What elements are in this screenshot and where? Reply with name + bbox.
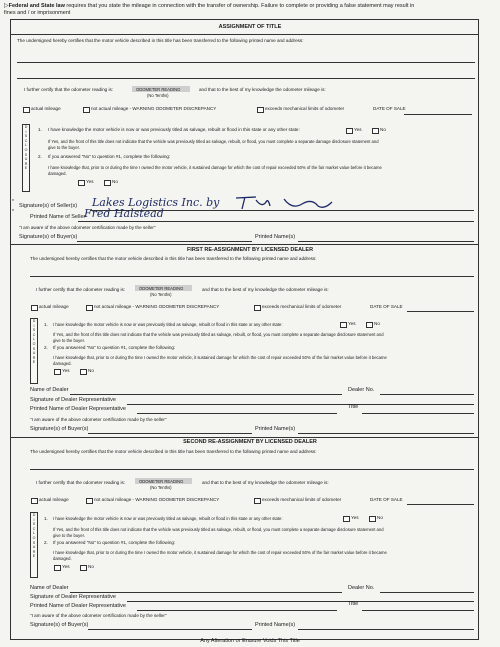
actual-mileage-checkbox[interactable] — [31, 305, 38, 311]
buyer-address-line — [17, 78, 475, 79]
odo-label: ODOMETER READING — [139, 286, 184, 291]
date-of-sale-line[interactable] — [407, 504, 474, 505]
dealer-name-line[interactable] — [70, 394, 342, 395]
q3-yes-checkbox[interactable] — [54, 369, 61, 375]
q1b-text: If Yes, and the front of this title does not indicate that the vehicle was previously titled as salvage, rebuilt, or flood, you must complete a separate damage disclosure statement and — [53, 527, 384, 532]
tenths: (No Tenths) — [150, 485, 172, 490]
q2-text: If you answered "No" to question #1, complete the following: — [48, 154, 171, 159]
q3-no-checkbox[interactable] — [80, 369, 87, 375]
q1-yes-checkbox[interactable] — [343, 516, 350, 522]
printed-names-label: Printed Name(s) — [255, 426, 296, 432]
rep-sig-label: Signature of Dealer Representative — [30, 397, 116, 403]
certify-text: The undersigned hereby certifies that the motor vehicle described in this title has been transferred to the following printed name and address: — [17, 38, 304, 43]
title-line[interactable] — [362, 610, 474, 611]
q2-text: If you answered "No" to question #1, complete the following: — [53, 540, 176, 545]
odo-pre: I further certify that the odometer reading is: — [36, 480, 126, 485]
divider — [10, 34, 478, 35]
q1-yes-label: Yes — [351, 515, 359, 520]
not-actual-label: not actual mileage - WARNING ODOMETER DISCREPANCY — [94, 304, 220, 309]
handwritten-signature-icon — [232, 194, 352, 212]
asterisk: * — [12, 199, 14, 205]
disclosure-bar: D I S C L O S U R E — [30, 512, 38, 578]
footer-note: Any Alteration or Erasure Voids This Title — [200, 638, 300, 644]
seller-sig-label: Signature(s) of Seller(s) — [19, 203, 78, 209]
title-form-frame — [10, 19, 479, 640]
dealer-name-label: Name of Dealer — [30, 387, 69, 393]
title-label: Title — [348, 404, 359, 410]
actual-label: actual mileage — [39, 304, 69, 309]
exceeds-label: exceeds mechanical limits of odometer — [262, 304, 342, 309]
not-actual-label: not actual mileage - WARNING ODOMETER DISCREPANCY — [94, 497, 220, 502]
actual-label: actual mileage — [31, 106, 61, 111]
not-actual-checkbox[interactable] — [86, 305, 93, 311]
asterisk: * — [12, 209, 14, 215]
q1-no-label: No — [374, 321, 380, 326]
divider — [10, 244, 478, 245]
header-lead: Federal and State law — [8, 3, 65, 9]
aware-text: "I am aware of the above odometer certification made by the seller" — [30, 417, 167, 422]
rep-name-line[interactable] — [137, 413, 337, 414]
buyer-sig-line[interactable] — [88, 433, 252, 434]
q3-no-label: No — [88, 564, 94, 569]
q3-text: I have knowledge that, prior to or during the time I owned the motor vehicle, it sustained damage for which the cost of repair exceeded 50% of the fair market value before it became — [53, 550, 387, 555]
rep-name-line[interactable] — [137, 610, 337, 611]
q1-text: I have knowledge the motor vehicle is now or was previously titled as salvage, rebuilt or flood in this state or any other state: — [48, 127, 300, 132]
seller-signature: Lakes Logistics Inc. by — [92, 196, 220, 209]
q3-yes-checkbox[interactable] — [78, 180, 85, 186]
q1c-text: give to the buyer. — [48, 145, 80, 150]
rep-sig-line[interactable] — [127, 404, 474, 405]
aware-text: "I am aware of the above odometer certification made by the seller" — [30, 613, 167, 618]
q1c-text: give to the buyer. — [53, 338, 85, 343]
odo-post: and that to the best of my knowledge the odometer mileage is: — [202, 480, 329, 485]
q3-yes-label: Yes — [86, 179, 94, 184]
dealer-no-line[interactable] — [380, 394, 474, 395]
q1b-text: If Yes, and the front of this title does not indicate that the vehicle was previously titled as salvage, rebuilt, or flood, you must complete a separate damage disclosure statement and — [48, 139, 379, 144]
buyer-sig-label: Signature(s) of Buyer(s) — [30, 426, 89, 432]
not-actual-label: not actual mileage - WARNING ODOMETER DISCREPANCY — [91, 106, 217, 111]
certify-text: The undersigned hereby certifies that the motor vehicle described in this title has been transferred to the following printed name and address: — [30, 256, 317, 261]
first-reassignment-title: FIRST RE-ASSIGNMENT BY LICENSED DEALER — [186, 247, 314, 253]
q1-yes-checkbox[interactable] — [340, 322, 347, 328]
odo-label: ODOMETER READING — [136, 87, 181, 92]
second-reassignment-title: SECOND RE-ASSIGNMENT BY LICENSED DEALER — [183, 439, 317, 445]
certify-text: The undersigned hereby certifies that the motor vehicle described in this title has been transferred to the following printed name and address: — [30, 449, 317, 454]
printed-names-label: Printed Name(s) — [255, 622, 296, 628]
actual-mileage-checkbox[interactable] — [23, 107, 30, 113]
exceeds-checkbox[interactable] — [254, 305, 261, 311]
q1b-text: If Yes, and the front of this title does not indicate that the vehicle was previously titled as salvage, rebuilt, or flood, you must complete a separate damage disclosure statement and — [53, 332, 384, 337]
q1-yes-label: Yes — [354, 127, 362, 132]
q1-text: I have knowledge the motor vehicle is now or was previously titled as salvage, rebuilt or flood in this state or any other state: — [53, 516, 283, 521]
q3-yes-label: Yes — [62, 564, 70, 569]
q3-text: I have knowledge that, prior to or during the time I owned the motor vehicle, it sustained damage for which the cost of repair exceeded 50% of the fair market value before it became — [48, 165, 382, 170]
header-text: requires that you state the mileage in connection with the transfer of ownership. Failure to complete or providing a false statement may result in — [64, 3, 415, 9]
header-line2: fines and / or imprisonment — [4, 10, 71, 16]
date-of-sale-label: DATE OF SALE — [373, 106, 406, 111]
q1-no-label: No — [377, 515, 383, 520]
q2-text: If you answered "No" to question #1, complete the following: — [53, 345, 176, 350]
q1-num: 1. — [44, 516, 48, 521]
exceeds-checkbox[interactable] — [254, 498, 261, 504]
buyer-name-line — [17, 62, 475, 63]
exceeds-checkbox[interactable] — [257, 107, 264, 113]
not-actual-checkbox[interactable] — [83, 107, 90, 113]
q1-no-checkbox[interactable] — [369, 516, 376, 522]
q1-num: 1. — [44, 322, 48, 327]
date-of-sale-line[interactable] — [404, 114, 472, 115]
q1-no-label: No — [380, 127, 386, 132]
q2-num: 2. — [38, 154, 42, 159]
odo-pre: I further certify that the odometer reading is: — [36, 287, 126, 292]
dealer-name-label: Name of Dealer — [30, 585, 69, 591]
title-line[interactable] — [362, 413, 474, 414]
rep-name-label: Printed Name of Dealer Representative — [30, 406, 126, 412]
buyer-sig-label: Signature(s) of Buyer(s) — [19, 234, 78, 240]
q3b-text: damaged. — [53, 361, 72, 366]
date-of-sale-label: DATE OF SALE — [370, 497, 403, 502]
exceeds-label: exceeds mechanical limits of odometer — [262, 497, 342, 502]
actual-label: actual mileage — [39, 497, 69, 502]
tenths: (No Tenths) — [147, 93, 169, 98]
odo-post: and that to the best of my knowledge the odometer mileage is: — [199, 87, 326, 92]
buyer-printed-line[interactable] — [298, 241, 474, 242]
buyer-printed-line[interactable] — [298, 629, 474, 630]
buyer-name-line — [30, 469, 474, 470]
dealer-no-line[interactable] — [380, 592, 474, 593]
dealer-no-label: Dealer No. — [348, 387, 375, 393]
printed-names-label: Printed Name(s) — [255, 234, 296, 240]
q2-num: 2. — [44, 345, 48, 350]
tenths: (No Tenths) — [150, 292, 172, 297]
rep-name-label: Printed Name of Dealer Representative — [30, 603, 126, 609]
q1-yes-checkbox[interactable] — [346, 128, 353, 134]
buyer-printed-line[interactable] — [298, 433, 474, 434]
buyer-sig-label: Signature(s) of Buyer(s) — [30, 622, 89, 628]
divider — [10, 437, 478, 438]
q3b-text: damaged. — [48, 171, 67, 176]
assignment-title: ASSIGNMENT OF TITLE — [218, 24, 282, 30]
seller-printed-name: Fred Halstead — [84, 207, 164, 220]
header-line1: ▷Federal and State law requires that you state the mileage in connection with the transfer of ownership. Failure to complete or providing a false statement may result in — [4, 3, 415, 9]
q3b-text: damaged. — [53, 556, 72, 561]
q3-no-checkbox[interactable] — [104, 180, 111, 186]
q1-no-checkbox[interactable] — [372, 128, 379, 134]
aware-text: "I am aware of the above odometer certification made by the seller" — [19, 225, 156, 230]
q3-yes-label: Yes — [62, 368, 70, 373]
odo-post: and that to the best of my knowledge the odometer mileage is: — [202, 287, 329, 292]
actual-mileage-checkbox[interactable] — [31, 498, 38, 504]
buyer-name-line — [30, 276, 474, 277]
title-label: Title — [348, 601, 359, 607]
q1-num: 1. — [38, 127, 42, 132]
dealer-name-line[interactable] — [70, 592, 342, 593]
q1-yes-label: Yes — [348, 321, 356, 326]
buyer-sig-line[interactable] — [88, 629, 252, 630]
q1c-text: give to the buyer. — [53, 533, 85, 538]
disclosure-bar: D I S C L O S U R E — [22, 124, 30, 192]
q3-no-checkbox[interactable] — [80, 565, 87, 571]
q1-no-checkbox[interactable] — [366, 322, 373, 328]
q3-no-label: No — [88, 368, 94, 373]
seller-name-line[interactable] — [78, 221, 474, 222]
not-actual-checkbox[interactable] — [86, 498, 93, 504]
q3-text: I have knowledge that, prior to or during the time I owned the motor vehicle, it sustained damage for which the cost of repair exceeded 50% of the fair market value before it became — [53, 355, 387, 360]
buyer-sig-line[interactable] — [77, 241, 252, 242]
exceeds-label: exceeds mechanical limits of odometer — [265, 106, 345, 111]
odo-label: ODOMETER READING — [139, 479, 184, 484]
dealer-no-label: Dealer No. — [348, 585, 375, 591]
date-of-sale-line[interactable] — [407, 311, 474, 312]
q3-no-label: No — [112, 179, 118, 184]
q1-text: I have knowledge the motor vehicle is now or was previously titled as salvage, rebuilt or flood in this state or any other state: — [53, 322, 283, 327]
q3-yes-checkbox[interactable] — [54, 565, 61, 571]
date-of-sale-label: DATE OF SALE — [370, 304, 403, 309]
q2-num: 2. — [44, 540, 48, 545]
disclosure-bar: D I S C L O S U R E — [30, 318, 38, 384]
seller-name-label: Printed Name of Seller — [30, 214, 86, 220]
rep-sig-line[interactable] — [127, 601, 474, 602]
rep-sig-label: Signature of Dealer Representative — [30, 594, 116, 600]
odo-pre: I further certify that the odometer reading is: — [24, 87, 114, 92]
